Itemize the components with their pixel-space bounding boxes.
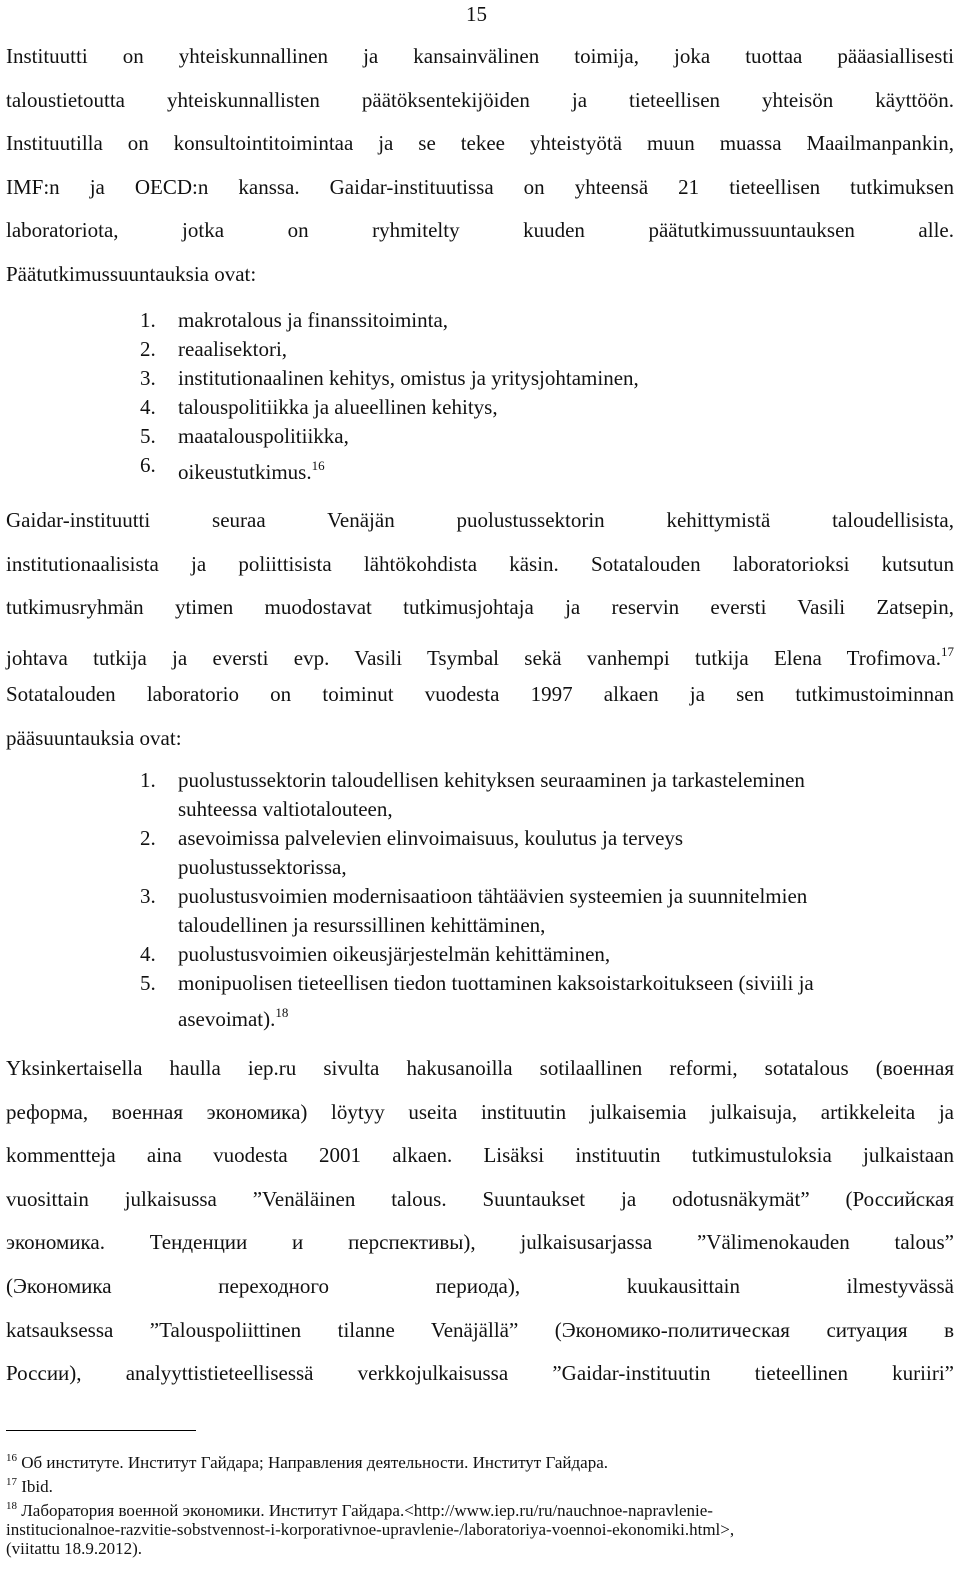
text-line: IMF:n ja OECD:n kanssa. Gaidar-instituutissa on yhteensä 21 tieteellisen tutkimuksen xyxy=(6,174,954,199)
text-line: laboratoriota, jotka on ryhmitelty kuuden päätutkimussuuntauksen alle. xyxy=(6,218,954,243)
footnote-link[interactable]: institucionalnoe-razvitie-sobstvennost-i-korporativnoe-upravlenie-/laboratoriya-voennoi-ekonomiki.html>, xyxy=(6,1520,735,1539)
page-number: 15 xyxy=(466,2,487,26)
footnote-separator xyxy=(6,1430,196,1431)
list-item: 3. puolustusvoimien modernisaatioon tähtäävien systeemien ja suunnitelmien taloudellinen ja resurssillinen kehittäminen, xyxy=(140,884,808,937)
text-line: vuosittain julkaisussa ”Venäläinen talous. Suuntaukset ja odotusnäkymät” (Российская xyxy=(6,1186,954,1211)
footnote-text: Лаборатория военной экономики. Институт Гайдара.<http://www.iep.ru/ru/nauchnoe-napravlenie- xyxy=(21,1501,713,1520)
paragraph-iep-search xyxy=(6,1047,954,1396)
footnote-17 xyxy=(6,1473,954,1496)
text-line: реформа, военная экономика) löytyy useita instituutin julkaisemia julkaisuja, artikkeleita ja xyxy=(6,1099,954,1124)
list-item: 2. asevoimissa palvelevien elinvoimaisuus, koulutus ja terveys puolustussektorissa, xyxy=(140,826,684,879)
text-line: pääsuuntauksia ovat: xyxy=(6,725,182,750)
footnote-ref[interactable]: 17 xyxy=(941,643,954,659)
footnote-number: 17 xyxy=(6,1476,17,1488)
footnote-number: 18 xyxy=(6,1500,17,1512)
list-item: 4. puolustusvoimien oikeusjärjestelmän kehittäminen, xyxy=(140,942,611,966)
text-line-with-ref: johtava tutkija ja eversti evp. Vasili Tsymbal sekä vanhempi tutkija Elena Trofimova.$^{17}$ xyxy=(6,643,954,670)
text-line: Yksinkertaisella haulla iep.ru sivulta hakusanoilla sotilaallinen reformi, sotatalous (военная xyxy=(6,1056,954,1080)
text-line: Sotatalouden laboratorio on toiminut vuodesta 1997 alkaen ja sen tutkimustoiminnan xyxy=(6,682,954,707)
list-item: 1. makrotalous ja finanssitoiminta, xyxy=(140,308,449,332)
text-line: Instituutilla on konsultointitoimintaa ja se tekee yhteistyötä muun muassa Maailmanpankin, xyxy=(6,131,954,156)
lab-main-directions-list xyxy=(140,766,814,1034)
list-item: 5. maatalouspolitiikka, xyxy=(140,424,349,448)
footnote-text: (viitattu 18.9.2012). xyxy=(6,1539,142,1558)
text-line: Päätutkimussuuntauksia ovat: xyxy=(6,261,257,286)
list-item: 6. oikeustutkimus.$^{16}$ xyxy=(140,453,325,484)
text-line: taloustietoutta yhteiskunnallisten päätöksentekijöiden ja tieteellisen yhteisön käyttöön. xyxy=(6,87,954,112)
list-item: 4. talouspolitiikka ja alueellinen kehitys, xyxy=(140,395,498,419)
text-line: tutkimusryhmän ytimen muodostavat tutkimusjohtaja ja reservin eversti Vasili Zatsepin, xyxy=(6,595,954,620)
footnote-ref[interactable]: 18 xyxy=(275,1005,289,1020)
footnote-number: 16 xyxy=(6,1452,17,1464)
text-line: kommentteja aina vuodesta 2001 alkaen. Lisäksi instituutin tutkimustuloksia julkaistaan xyxy=(6,1143,954,1168)
list-item: 1. puolustussektorin taloudellisen kehityksen seuraaminen ja tarkasteleminen suhteessa valtiotalouteen, xyxy=(140,768,805,821)
paragraph-institute-intro xyxy=(6,35,954,297)
list-item: 3. institutionaalinen kehitys, omistus ja yritysjohtaminen, xyxy=(140,366,639,390)
text-line: katsauksessa ”Talouspoliittinen tilanne Venäjällä” (Экономико-политическая ситуация в xyxy=(6,1317,954,1342)
research-directions-list xyxy=(140,306,639,487)
footnote-text: Об институте. Институт Гайдара; Направления деятельности. Институт Гайдара. xyxy=(21,1453,608,1472)
list-item: 5. monipuolisen tieteellisen tiedon tuottaminen kaksoistarkoitukseen (siviili ja asevoimat).$^{18}$ xyxy=(140,971,814,1031)
text-line: России), analyyttistieteellisessä verkkojulkaisussa ”Gaidar-instituutin tieteellinen kuriiri” xyxy=(6,1361,954,1386)
text-line: institutionaalisista ja poliittisista lähtökohdista käsin. Sotatalouden laboratorioksi kutsutun xyxy=(6,551,954,576)
text-line: экономика. Тенденции и перспективы), julkaisusarjassa ”Välimenokauden talous” xyxy=(6,1230,954,1255)
footnote-18 xyxy=(6,1497,954,1558)
paragraph-military-economy xyxy=(6,499,954,761)
list-item: 2. reaalisektori, xyxy=(140,337,288,361)
footnote-text: Ibid. xyxy=(21,1477,53,1496)
text-line: (Экономика переходного периода), kuukausittain ilmestyvässä xyxy=(6,1273,954,1298)
footnote-ref[interactable]: 16 xyxy=(311,458,325,473)
text-line: Instituutti on yhteiskunnallinen ja kansainvälinen toimija, joka tuottaa pääasiallisesti xyxy=(6,44,954,68)
text-line: Gaidar-instituutti seuraa Venäjän puolustussektorin kehittymistä taloudellisista, xyxy=(6,508,954,532)
footnote-16 xyxy=(6,1449,954,1472)
